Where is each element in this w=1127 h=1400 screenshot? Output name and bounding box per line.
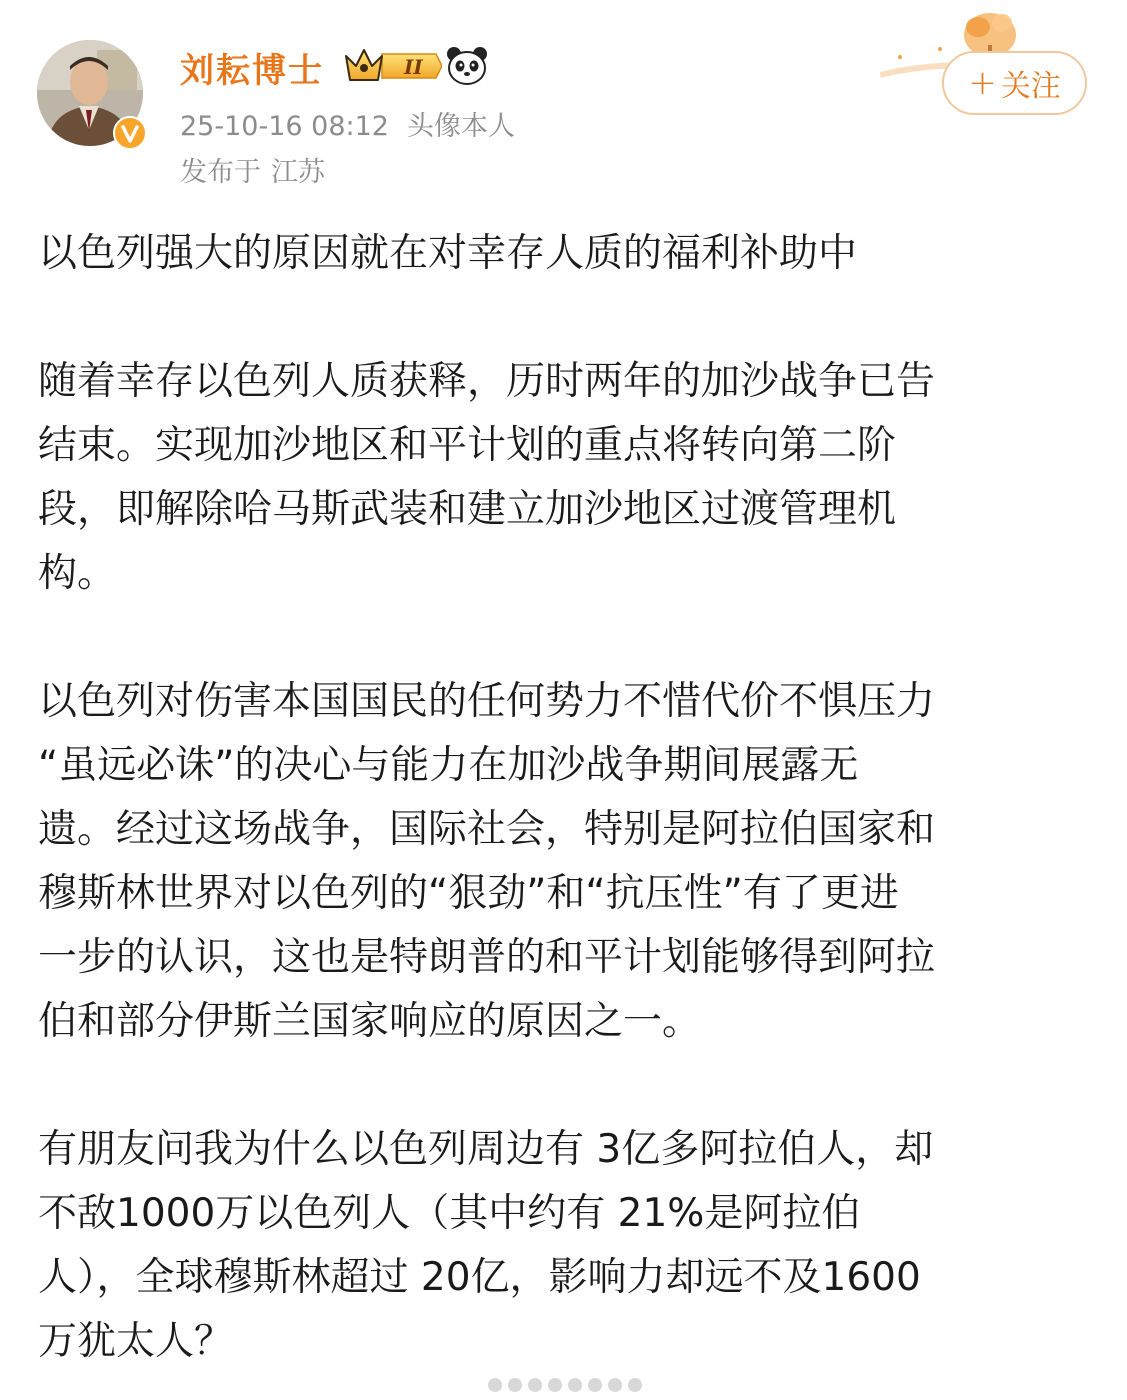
paragraph-3-line: 有朋友问我为什么以色列周边有 3亿多阿拉伯人，却 [38,1127,934,1172]
avatar[interactable] [37,40,147,150]
paragraph-2-line: 遗。经过这场战争，国际社会，特别是阿拉伯国家和 [38,807,936,852]
loading-dot [488,1378,502,1392]
post-header [0,0,1127,200]
post-meta [180,104,515,143]
location-prefix: 发布于 [180,157,261,188]
author-name[interactable]: 刘耘博士 [180,51,324,91]
paragraph-1-line: 段，即解除哈马斯武装和建立加沙地区过渡管理机 [38,487,897,532]
plus-icon: + [968,63,997,103]
loading-dot [528,1378,542,1392]
paragraph-1-line: 随着幸存以色列人质获释，历时两年的加沙战争已告 [38,359,936,404]
loading-dots [470,1378,660,1398]
post-body [38,222,1088,1374]
verified-v-icon [113,116,147,150]
paragraph-2-line: 伯和部分伊斯兰国家响应的原因之一。 [38,999,702,1044]
paragraph-2-line: 穆斯林世界对以色列的“狠劲”和“抗压性”有了更进 [38,871,899,916]
paragraph-3-line: 万犹太人？ [38,1319,234,1364]
paragraph-1-line: 构。 [38,551,117,596]
post-title: 以色列强大的原因就在对幸存人质的福利补助中 [38,231,858,276]
vip-crown-icon [344,46,442,86]
loading-dot [588,1378,602,1392]
paragraph-1-line: 结束。实现加沙地区和平计划的重点将转向第二阶 [38,423,897,468]
paragraph-2-line: 以色列对伤害本国国民的任何势力不惜代价不惧压力 [38,679,936,724]
panda-icon [446,46,488,86]
post-timestamp[interactable]: 25-10-16 08:12 [180,111,389,142]
paragraph-3-line: 不敌1000万以色列人（其中约有 21%是阿拉伯 [38,1191,861,1236]
post-source: 头像本人 [406,111,515,142]
post-location [180,150,325,189]
vip-level-text: II [404,55,423,79]
loading-dot [628,1378,642,1392]
paragraph-2-line: 一步的认识，这也是特朗普的和平计划能够得到阿拉 [38,935,936,980]
loading-dot [548,1378,562,1392]
loading-dot [508,1378,522,1392]
loading-dot [568,1378,582,1392]
paragraph-3-line: 人），全球穆斯林超过 20亿，影响力却远不及1600 [38,1255,921,1300]
loading-dot [608,1378,622,1392]
follow-button[interactable] [942,51,1087,115]
paragraph-2-line: “虽远必诛”的决心与能力在加沙战争期间展露无 [38,743,859,788]
location-name: 江苏 [271,157,325,188]
follow-label: 关注 [1000,69,1061,104]
